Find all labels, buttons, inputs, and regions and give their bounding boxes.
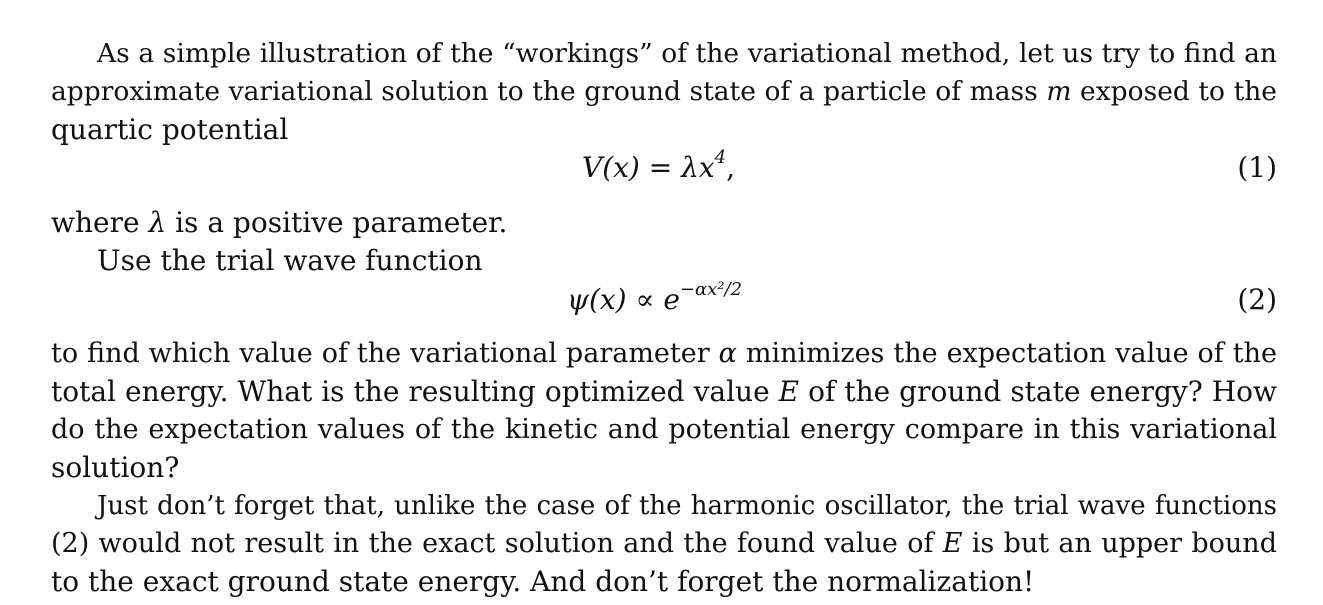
text-span: solution? xyxy=(51,451,180,484)
text-span: minimizes the expectation value of the xyxy=(745,338,1277,369)
text-span: Use the trial wave function xyxy=(97,244,483,277)
equation-exponent: 4 xyxy=(714,146,727,168)
equation-lhs: V(x) = λx xyxy=(582,151,715,184)
math-variable: λ xyxy=(148,206,167,239)
math-variable: E xyxy=(942,528,963,559)
equation-1 xyxy=(582,146,736,187)
paragraph-line xyxy=(51,411,1277,449)
text-span: approximate variational solution to the ground state of a particle of mass xyxy=(51,76,1038,107)
paragraph-line xyxy=(97,35,1277,73)
math-variable: m xyxy=(1046,76,1072,107)
text-span: As a simple illustration of the “workings” of the variational method, let us try to find an xyxy=(97,38,1277,69)
text-span: (2) would not result in the exact solution and the found value of xyxy=(51,528,934,559)
text-span: is but an upper bound xyxy=(971,528,1277,559)
text-span: of the ground state energy? How xyxy=(808,375,1277,408)
paragraph-line xyxy=(51,335,1277,373)
paragraph-line xyxy=(51,563,1277,601)
equation-lhs: ψ(x) ∝ e xyxy=(567,283,680,316)
equation-number-1: (1) xyxy=(1237,151,1277,184)
paragraph-line xyxy=(51,73,1277,111)
equation-punct: , xyxy=(726,151,736,184)
paragraph-line xyxy=(51,204,1277,242)
paragraph-line xyxy=(51,449,1277,487)
equation-number-2: (2) xyxy=(1237,283,1277,316)
text-span: exposed to the xyxy=(1080,76,1277,107)
equation-2 xyxy=(567,278,743,319)
text-span: where xyxy=(51,206,140,239)
paragraph-line xyxy=(51,525,1277,563)
paragraph-line xyxy=(97,487,1277,525)
equation-exponent: −αx²/2 xyxy=(679,278,743,300)
text-span: do the expectation values of the kinetic and potential energy compare in this variational xyxy=(51,414,1277,445)
text-span: quartic potential xyxy=(51,113,289,146)
math-variable: E xyxy=(778,375,800,408)
text-span: to find which value of the variational parameter xyxy=(51,338,710,369)
paragraph-line xyxy=(97,242,1277,280)
text-span: total energy. What is the resulting optimized value xyxy=(51,375,770,408)
math-variable: α xyxy=(718,338,737,369)
text-span: to the exact ground state energy. And don’t forget the normalization! xyxy=(51,565,1035,598)
paragraph-line xyxy=(51,373,1277,411)
paragraph-line xyxy=(51,111,1277,149)
text-span: Just don’t forget that, unlike the case of the harmonic oscillator, the trial wave functions xyxy=(97,491,1277,521)
text-span: is a positive parameter. xyxy=(175,206,508,239)
